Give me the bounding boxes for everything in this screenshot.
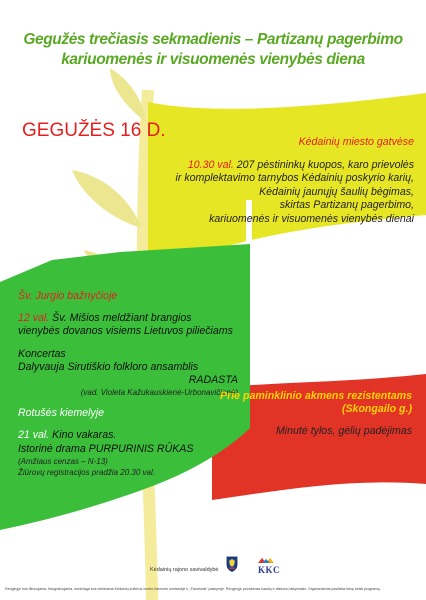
page-title xyxy=(8,30,418,70)
church-location: Šv. Jurgio bažnyčioje xyxy=(18,290,118,302)
concert-title: Koncertas xyxy=(18,347,66,360)
cinema-location: Rotušės kiemelyje xyxy=(18,407,104,420)
run-time: 10.30 val. xyxy=(187,158,234,171)
cinema-line-3: (Amžiaus cenzas – N-13) xyxy=(18,456,108,466)
concert-line-2: RADASTA xyxy=(188,374,238,387)
concert-line-1: Dalyvauja Sirutiškio folkloro ansamblis xyxy=(18,360,199,373)
cinema-line-2: Istorinė drama PURPURINIS RŪKAS xyxy=(18,442,194,455)
run-location: Kėdainių miesto gatvėse xyxy=(298,136,414,148)
event-block-run xyxy=(164,136,414,227)
mass-line-1: 12 val. Šv. Mišios meldžiant brangios xyxy=(18,312,192,325)
municipality-coat-of-arms-icon xyxy=(226,556,238,572)
title-line-1: Gegužės trečiasis sekmadienis – Partizanų pagerbimo xyxy=(23,31,403,48)
kkc-logo xyxy=(256,556,280,578)
kkc-logo-text: KKC xyxy=(258,565,281,575)
title-line-2: kariuomenės ir visuomenės vienybės diena xyxy=(61,51,365,68)
cinema-line-1: 21 val. Kino vakaras. xyxy=(18,429,117,442)
mass-line-2: vienybės dovanos visiems Lietuvos piliečiams xyxy=(18,325,233,338)
event-date: GEGUŽĖS 16 D. xyxy=(22,120,166,141)
municipality-label: Kėdainių rajono savivaldybė xyxy=(150,567,219,573)
cinema-line-4: Žiūrovų registracijos pradžia 20.30 val. xyxy=(18,467,155,477)
fineprint: Renginyje bus filmuojama, fotografuojama, medžiaga bus viešinama Kėdainių kultūros centro interneto svetainėje ir „Facebook“ paskyroje. Renginyje privalomas kaukių ir atstumo laikymasis. Organizatoriai pasilieka teisę keisti programą. xyxy=(5,587,381,591)
plant-leaf-1 xyxy=(72,170,142,228)
cinema-time: 21 val. xyxy=(18,429,50,442)
event-block-church xyxy=(18,290,238,478)
run-line-3: Kėdainių jaunųjų šaulių bėgimas, xyxy=(259,185,414,198)
event-block-memorial xyxy=(202,390,412,439)
memorial-location-1: Prie paminklinio akmens rezistentams xyxy=(220,390,412,402)
run-line-5: kariuomenės ir visuomenės vienybės dienai xyxy=(209,212,414,225)
memorial-location-2: (Skongailo g.) xyxy=(341,403,412,416)
concert-line-3: (vad. Violeta Kažukauskienė-Urbonavičienė) xyxy=(80,388,238,398)
plant-leaf-4 xyxy=(110,68,146,122)
run-line-2: ir komplektavimo tarnybos Kėdainių poskyrio karių, xyxy=(175,172,414,185)
run-line-1: 10.30 val. 207 pėstininkų kuopos, karo prievolės xyxy=(187,158,414,171)
mass-time: 12 val. xyxy=(18,312,50,325)
run-line-4: skirtas Partizanų pagerbimo, xyxy=(279,199,414,212)
memorial-text: Minutė tylos, gėlių padėjimas xyxy=(275,425,412,438)
